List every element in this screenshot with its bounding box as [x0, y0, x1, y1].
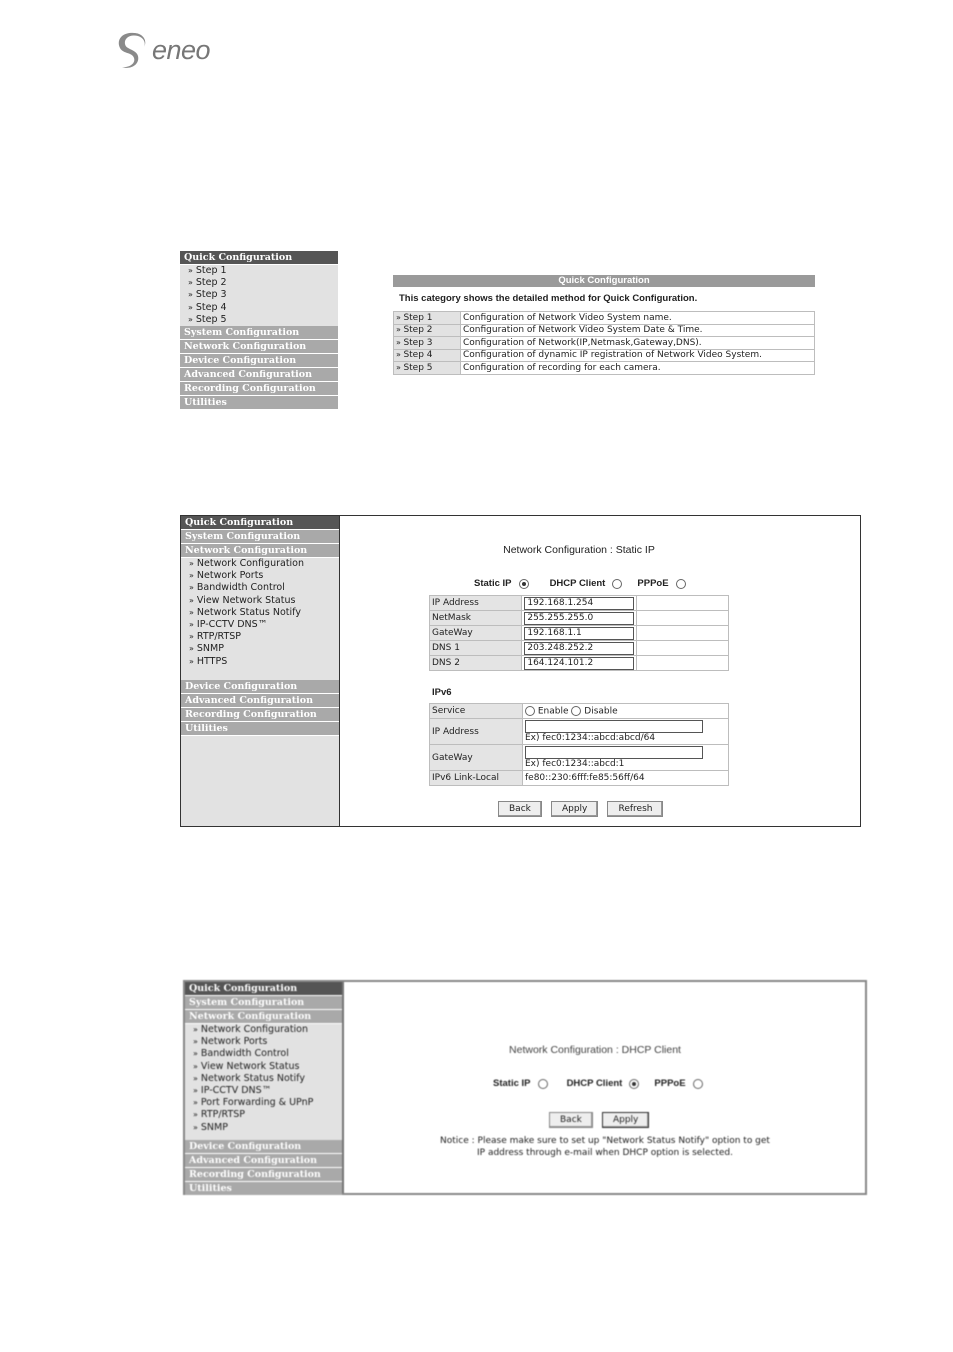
- menu-item-step-2[interactable]: [180, 277, 338, 289]
- empty-cell: [637, 656, 729, 671]
- step-row: [394, 324, 815, 337]
- static-ip-radio[interactable]: [519, 579, 529, 589]
- menu-item-network-ports[interactable]: [185, 1036, 342, 1048]
- side-menu: [185, 982, 344, 1193]
- field-label: GateWay: [430, 626, 522, 641]
- action-buttons: [498, 796, 663, 817]
- double-chevron-icon: »: [188, 302, 193, 312]
- double-chevron-icon: »: [193, 1025, 198, 1034]
- dhcp-client-radio[interactable]: [629, 1079, 639, 1089]
- step-label: Step 2: [403, 325, 433, 336]
- step-link[interactable]: [394, 349, 461, 362]
- menu-item-label: SNMP: [196, 643, 224, 655]
- menu-item-label: IP-CCTV DNS™: [200, 1084, 272, 1096]
- eneo-swirl-icon: [114, 30, 148, 70]
- menu-item-bandwidth-control[interactable]: [185, 1048, 342, 1060]
- dns-1-input[interactable]: 203.248.252.2: [524, 642, 634, 655]
- menu-header-utilities[interactable]: Utilities: [181, 722, 339, 736]
- ipv6-link-local-row: [430, 771, 729, 786]
- menu-header-network-configuration[interactable]: Network Configuration: [181, 544, 339, 558]
- ipv6-ip-row: [430, 719, 729, 745]
- dhcp-client-radio[interactable]: [612, 579, 622, 589]
- static-ip-radio[interactable]: [538, 1079, 548, 1089]
- menu-item-port-forwarding-upnp[interactable]: [185, 1097, 342, 1109]
- double-chevron-icon: »: [189, 595, 194, 605]
- dhcp-client-label: DHCP Client: [566, 1078, 623, 1089]
- menu-item-network-configuration[interactable]: [185, 1024, 342, 1036]
- menu-header-device-configuration[interactable]: Device Configuration: [180, 354, 338, 368]
- menu-item-snmp[interactable]: [185, 1122, 342, 1134]
- double-chevron-icon: »: [189, 583, 194, 593]
- quick-config-content: [393, 275, 815, 375]
- step-link[interactable]: [394, 362, 461, 375]
- ipv6-enable-label: Enable: [537, 706, 569, 717]
- double-chevron-icon: »: [396, 337, 404, 347]
- field-cell: [522, 656, 637, 671]
- step-description: Configuration of dynamic IP registration of Network Video System.: [461, 349, 815, 362]
- ipv6-disable-label: Disable: [584, 706, 618, 717]
- menu-item-rtp-rtsp[interactable]: [181, 631, 339, 643]
- menu-header-recording-configuration[interactable]: Recording Configuration: [185, 1168, 342, 1182]
- content-title: Quick Configuration: [393, 275, 815, 287]
- ipv6-link-local-label: IPv6 Link-Local: [430, 771, 523, 786]
- ipv6-ip-cell: [523, 719, 729, 745]
- field-cell: [522, 626, 637, 641]
- ipv6-enable-radio[interactable]: [525, 706, 535, 716]
- static-ip-content: [340, 516, 860, 826]
- brand-name: eneo: [152, 34, 211, 65]
- dhcp-client-label: DHCP Client: [549, 578, 606, 589]
- double-chevron-icon: »: [193, 1122, 198, 1132]
- menu-header-utilities[interactable]: Utilities: [185, 1182, 342, 1196]
- back-button[interactable]: Back: [498, 801, 542, 817]
- page-title: Network Configuration : Static IP: [503, 544, 655, 556]
- menu-item-bandwidth-control[interactable]: [181, 582, 339, 594]
- ipv6-ip-example: Ex) fec0:1234::abcd:abcd/64: [525, 733, 656, 743]
- menu-item-rtp-rtsp[interactable]: [185, 1109, 342, 1121]
- menu-header-advanced-configuration[interactable]: Advanced Configuration: [180, 368, 338, 382]
- double-chevron-icon: »: [396, 350, 404, 360]
- empty-cell: [637, 641, 729, 656]
- menu-header-system-configuration[interactable]: System Configuration: [181, 530, 339, 544]
- ipv4-row-dns-1: [430, 641, 729, 656]
- ipv4-row-gateway: [430, 626, 729, 641]
- pppoe-label: PPPoE: [637, 578, 669, 589]
- apply-button[interactable]: Apply: [602, 1112, 649, 1128]
- menu-item-step-3[interactable]: [180, 289, 338, 301]
- double-chevron-icon: »: [189, 619, 194, 629]
- menu-header-device-configuration[interactable]: Device Configuration: [181, 680, 339, 694]
- ipv4-row-ip-address: [430, 596, 729, 611]
- double-chevron-icon: »: [193, 1049, 198, 1059]
- empty-cell: [637, 596, 729, 611]
- notice-line-2: IP address through e-mail when DHCP option is selected.: [477, 1148, 733, 1158]
- step-label: Step 5: [403, 362, 433, 373]
- mode-selector: [493, 1078, 703, 1089]
- static-ip-screenshot: [180, 515, 861, 827]
- menu-item-network-ports[interactable]: [181, 570, 339, 582]
- menu-item-ip-cctv-dns[interactable]: [185, 1085, 342, 1097]
- page-title: Network Configuration : DHCP Client: [509, 1044, 681, 1056]
- ipv6-service-row: [430, 704, 729, 719]
- ipv6-ip-input[interactable]: [525, 720, 703, 733]
- double-chevron-icon: »: [189, 559, 194, 568]
- ipv6-gateway-example: Ex) fec0:1234::abcd:1: [525, 759, 625, 769]
- step-label: Step 4: [403, 350, 433, 361]
- dhcp-client-screenshot: [183, 980, 867, 1195]
- side-menu: [181, 516, 340, 826]
- pppoe-radio[interactable]: [676, 579, 686, 589]
- double-chevron-icon: »: [193, 1110, 198, 1120]
- double-chevron-icon: »: [189, 632, 194, 642]
- menu-item-label: View Network Status: [196, 594, 296, 606]
- menu-header-system-configuration[interactable]: System Configuration: [180, 326, 338, 340]
- ipv6-heading: IPv6: [432, 687, 452, 698]
- menu-item-label: Port Forwarding & UPnP: [200, 1097, 314, 1109]
- menu-header-device-configuration[interactable]: Device Configuration: [185, 1140, 342, 1154]
- menu-item-step-5[interactable]: [180, 314, 338, 326]
- dhcp-content: [345, 982, 865, 1193]
- double-chevron-icon: »: [188, 278, 193, 288]
- ipv6-disable-radio[interactable]: [571, 706, 581, 716]
- menu-header-recording-configuration[interactable]: Recording Configuration: [180, 382, 338, 396]
- step-row: [394, 362, 815, 375]
- ipv6-gateway-input[interactable]: [525, 746, 703, 759]
- field-label: DNS 1: [430, 641, 522, 656]
- menu-item-view-network-status[interactable]: [181, 595, 339, 607]
- field-cell: [522, 596, 637, 611]
- menu-item-label: Bandwidth Control: [200, 1048, 289, 1060]
- quick-config-screenshot: [180, 251, 820, 411]
- double-chevron-icon: »: [193, 1085, 198, 1095]
- step-description: Configuration of Network(IP,Netmask,Gateway,DNS).: [461, 337, 815, 350]
- menu-item-https[interactable]: [181, 656, 339, 668]
- menu-item-label: Network Status Notify: [200, 1072, 305, 1084]
- menu-header-system-configuration[interactable]: System Configuration: [185, 996, 342, 1010]
- menu-item-label: RTP/RTSP: [200, 1109, 246, 1121]
- menu-item-snmp[interactable]: [181, 643, 339, 655]
- menu-item-label: Step 1: [195, 265, 227, 276]
- double-chevron-icon: »: [189, 571, 194, 581]
- menu-item-label: Step 2: [195, 277, 227, 289]
- netmask-input[interactable]: 255.255.255.0: [524, 612, 634, 625]
- refresh-button[interactable]: Refresh: [607, 801, 663, 817]
- side-menu: [180, 251, 338, 410]
- step-row: [394, 312, 815, 325]
- menu-item-label: Network Configuration: [196, 558, 305, 569]
- menu-item-label: View Network Status: [200, 1060, 300, 1072]
- ipv6-link-local-value: fe80::230:6fff:fe85:56ff/64: [523, 771, 729, 786]
- step-link[interactable]: [394, 337, 461, 350]
- field-cell: [522, 611, 637, 626]
- field-label: IP Address: [430, 596, 522, 611]
- double-chevron-icon: »: [193, 1037, 198, 1047]
- step-link[interactable]: [394, 324, 461, 337]
- field-label: DNS 2: [430, 656, 522, 671]
- static-ip-label: Static IP: [474, 578, 512, 589]
- ipv6-gateway-label: GateWay: [430, 745, 523, 771]
- mode-selector: [474, 578, 686, 589]
- ipv6-gateway-row: [430, 745, 729, 771]
- menu-item-label: RTP/RTSP: [196, 631, 242, 643]
- ipv4-table: [429, 595, 729, 671]
- menu-item-network-status-notify[interactable]: [185, 1073, 342, 1085]
- content-description: This category shows the detailed method for Quick Configuration.: [399, 293, 698, 304]
- double-chevron-icon: »: [193, 1061, 198, 1071]
- action-buttons: [549, 1107, 649, 1128]
- dns-2-input[interactable]: 164.124.101.2: [524, 657, 634, 670]
- menu-header-utilities[interactable]: Utilities: [180, 396, 338, 410]
- menu-header-quick-configuration[interactable]: Quick Configuration: [185, 982, 342, 996]
- step-label: Step 1: [403, 312, 433, 323]
- menu-item-network-status-notify[interactable]: [181, 607, 339, 619]
- menu-item-label: Network Status Notify: [196, 606, 301, 618]
- menu-item-label: Network Ports: [196, 570, 264, 582]
- gateway-input[interactable]: 192.168.1.1: [524, 627, 634, 640]
- double-chevron-icon: »: [396, 325, 404, 335]
- menu-item-label: IP-CCTV DNS™: [196, 618, 268, 630]
- brand-logo: [114, 30, 210, 70]
- ipv4-row-dns-2: [430, 656, 729, 671]
- empty-cell: [637, 626, 729, 641]
- menu-header-advanced-configuration[interactable]: Advanced Configuration: [181, 694, 339, 708]
- step-description: Configuration of Network Video System name.: [461, 312, 815, 325]
- pppoe-radio[interactable]: [693, 1079, 703, 1089]
- menu-header-advanced-configuration[interactable]: Advanced Configuration: [185, 1154, 342, 1168]
- menu-header-network-configuration[interactable]: Network Configuration: [185, 1010, 342, 1024]
- service-value: [523, 704, 729, 719]
- ipv6-ip-label: IP Address: [430, 719, 523, 745]
- step-description: Configuration of Network Video System Date & Time.: [461, 324, 815, 337]
- menu-item-step-1[interactable]: [180, 265, 338, 277]
- empty-cell: [637, 611, 729, 626]
- ipv4-row-netmask: [430, 611, 729, 626]
- menu-item-label: Step 4: [195, 301, 227, 313]
- ip-address-input[interactable]: 192.168.1.254: [524, 597, 634, 610]
- double-chevron-icon: »: [193, 1073, 198, 1083]
- menu-item-label: Step 3: [195, 289, 227, 301]
- notice-line-1: Notice : Please make sure to set up "Network Status Notify" option to get: [440, 1136, 770, 1146]
- menu-item-label: HTTPS: [196, 655, 228, 667]
- step-link[interactable]: [394, 312, 461, 325]
- field-label: NetMask: [430, 611, 522, 626]
- menu-item-ip-cctv-dns[interactable]: [181, 619, 339, 631]
- menu-item-label: Step 5: [195, 313, 227, 325]
- step-row: [394, 337, 815, 350]
- menu-item-network-configuration[interactable]: [181, 558, 339, 570]
- double-chevron-icon: »: [396, 362, 404, 372]
- double-chevron-icon: »: [188, 266, 193, 275]
- menu-header-quick-configuration[interactable]: Quick Configuration: [180, 251, 338, 265]
- menu-item-label: Network Configuration: [200, 1024, 309, 1035]
- back-button[interactable]: Back: [549, 1112, 593, 1128]
- double-chevron-icon: »: [193, 1098, 198, 1108]
- double-chevron-icon: »: [188, 290, 193, 300]
- field-cell: [522, 641, 637, 656]
- menu-header-recording-configuration[interactable]: Recording Configuration: [181, 708, 339, 722]
- menu-item-step-4[interactable]: [180, 302, 338, 314]
- apply-button[interactable]: Apply: [551, 801, 598, 817]
- double-chevron-icon: »: [396, 312, 404, 322]
- steps-table: [393, 311, 815, 375]
- step-label: Step 3: [403, 337, 433, 348]
- static-ip-label: Static IP: [493, 1078, 531, 1089]
- double-chevron-icon: »: [188, 314, 193, 324]
- service-label: Service: [430, 704, 523, 719]
- menu-header-quick-configuration[interactable]: Quick Configuration: [181, 516, 339, 530]
- double-chevron-icon: »: [189, 644, 194, 654]
- ipv6-gateway-cell: [523, 745, 729, 771]
- menu-header-network-configuration[interactable]: Network Configuration: [180, 340, 338, 354]
- double-chevron-icon: »: [189, 607, 194, 617]
- menu-item-view-network-status[interactable]: [185, 1061, 342, 1073]
- menu-item-label: SNMP: [200, 1121, 228, 1133]
- step-description: Configuration of recording for each camera.: [461, 362, 815, 375]
- step-row: [394, 349, 815, 362]
- pppoe-label: PPPoE: [654, 1078, 686, 1089]
- menu-item-label: Bandwidth Control: [196, 582, 285, 594]
- menu-item-label: Network Ports: [200, 1036, 268, 1048]
- ipv6-table: [429, 703, 729, 786]
- double-chevron-icon: »: [189, 656, 194, 666]
- dhcp-notice: [345, 1135, 865, 1159]
